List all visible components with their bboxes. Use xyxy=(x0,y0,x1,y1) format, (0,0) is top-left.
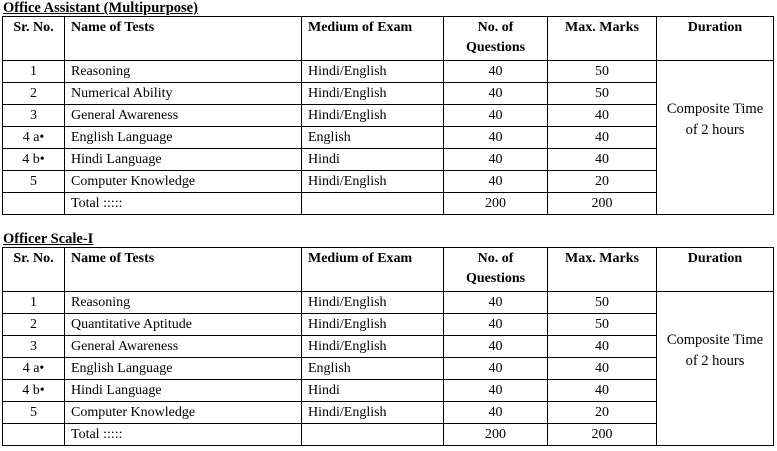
cell-marks: 50 xyxy=(548,61,657,83)
header-sr-no: Sr. No. xyxy=(3,17,65,61)
cell-test-name: Quantitative Aptitude xyxy=(65,314,302,336)
exam-pattern-table-office-assistant xyxy=(2,16,774,215)
cell-medium: Hindi/English xyxy=(302,105,444,127)
header-name-of-tests: Name of Tests xyxy=(65,248,302,292)
cell-questions: 40 xyxy=(444,171,548,193)
section-title-officer-scale-1: Officer Scale-I xyxy=(3,231,94,247)
cell-sr: 5 xyxy=(3,171,65,193)
cell-questions: 40 xyxy=(444,314,548,336)
cell-questions: 40 xyxy=(444,61,548,83)
cell-test-name: English Language xyxy=(65,358,302,380)
cell-sr: 5 xyxy=(3,402,65,424)
cell-sr: 3 xyxy=(3,336,65,358)
cell-marks: 20 xyxy=(548,402,657,424)
cell-marks: 40 xyxy=(548,336,657,358)
cell-questions: 40 xyxy=(444,127,548,149)
section-title-office-assistant: Office Assistant (Multipurpose) xyxy=(3,0,198,16)
total-label: Total ::::: xyxy=(65,424,302,446)
cell-test-name: General Awareness xyxy=(65,105,302,127)
cell-medium: Hindi/English xyxy=(302,314,444,336)
cell-medium: Hindi/English xyxy=(302,336,444,358)
exam-pattern-table-officer-scale-1 xyxy=(2,247,774,446)
cell-test-name: English Language xyxy=(65,127,302,149)
cell-medium: English xyxy=(302,127,444,149)
cell-duration xyxy=(657,61,774,215)
cell-questions: 40 xyxy=(444,402,548,424)
cell-marks: 40 xyxy=(548,358,657,380)
cell-marks: 40 xyxy=(548,105,657,127)
table-header-row xyxy=(3,17,774,61)
cell-empty xyxy=(3,424,65,446)
table-header-row xyxy=(3,248,774,292)
cell-questions: 40 xyxy=(444,336,548,358)
cell-questions: 40 xyxy=(444,83,548,105)
cell-test-name: General Awareness xyxy=(65,336,302,358)
cell-questions: 40 xyxy=(444,105,548,127)
cell-sr: 4 b• xyxy=(3,149,65,171)
cell-sr: 4 a• xyxy=(3,358,65,380)
cell-sr: 1 xyxy=(3,61,65,83)
cell-questions: 40 xyxy=(444,292,548,314)
cell-test-name: Reasoning xyxy=(65,61,302,83)
header-no-of-questions: No. of Questions xyxy=(444,17,548,61)
cell-test-name: Hindi Language xyxy=(65,149,302,171)
cell-test-name: Computer Knowledge xyxy=(65,171,302,193)
cell-sr: 4 b• xyxy=(3,380,65,402)
header-medium-of-exam: Medium of Exam xyxy=(302,17,444,61)
total-label: Total ::::: xyxy=(65,193,302,215)
header-duration: Duration xyxy=(657,17,774,61)
total-marks: 200 xyxy=(548,424,657,446)
cell-marks: 40 xyxy=(548,127,657,149)
total-questions: 200 xyxy=(444,424,548,446)
cell-sr: 1 xyxy=(3,292,65,314)
header-max-marks: Max. Marks xyxy=(548,17,657,61)
duration-text: Composite Time of 2 hours xyxy=(666,331,764,369)
cell-test-name: Reasoning xyxy=(65,292,302,314)
cell-empty xyxy=(3,193,65,215)
cell-test-name: Computer Knowledge xyxy=(65,402,302,424)
table-row xyxy=(3,292,774,314)
cell-medium: Hindi/English xyxy=(302,402,444,424)
cell-medium: Hindi xyxy=(302,380,444,402)
cell-medium: English xyxy=(302,358,444,380)
cell-questions: 40 xyxy=(444,149,548,171)
cell-questions: 40 xyxy=(444,380,548,402)
cell-empty xyxy=(302,193,444,215)
header-medium-of-exam: Medium of Exam xyxy=(302,248,444,292)
cell-questions: 40 xyxy=(444,358,548,380)
header-duration: Duration xyxy=(657,248,774,292)
cell-marks: 50 xyxy=(548,314,657,336)
duration-text: Composite Time of 2 hours xyxy=(666,100,764,138)
total-marks: 200 xyxy=(548,193,657,215)
cell-medium: Hindi/English xyxy=(302,83,444,105)
header-max-marks: Max. Marks xyxy=(548,248,657,292)
cell-marks: 40 xyxy=(548,149,657,171)
cell-sr: 2 xyxy=(3,314,65,336)
cell-medium: Hindi/English xyxy=(302,171,444,193)
cell-medium: Hindi/English xyxy=(302,292,444,314)
header-no-of-questions: No. of Questions xyxy=(444,248,548,292)
cell-sr: 4 a• xyxy=(3,127,65,149)
table-row xyxy=(3,61,774,83)
cell-sr: 2 xyxy=(3,83,65,105)
cell-medium: Hindi xyxy=(302,149,444,171)
cell-test-name: Hindi Language xyxy=(65,380,302,402)
cell-sr: 3 xyxy=(3,105,65,127)
header-name-of-tests: Name of Tests xyxy=(65,17,302,61)
cell-test-name: Numerical Ability xyxy=(65,83,302,105)
cell-marks: 50 xyxy=(548,83,657,105)
cell-marks: 40 xyxy=(548,380,657,402)
cell-duration xyxy=(657,292,774,446)
cell-empty xyxy=(302,424,444,446)
total-questions: 200 xyxy=(444,193,548,215)
header-sr-no: Sr. No. xyxy=(3,248,65,292)
cell-marks: 20 xyxy=(548,171,657,193)
cell-medium: Hindi/English xyxy=(302,61,444,83)
cell-marks: 50 xyxy=(548,292,657,314)
